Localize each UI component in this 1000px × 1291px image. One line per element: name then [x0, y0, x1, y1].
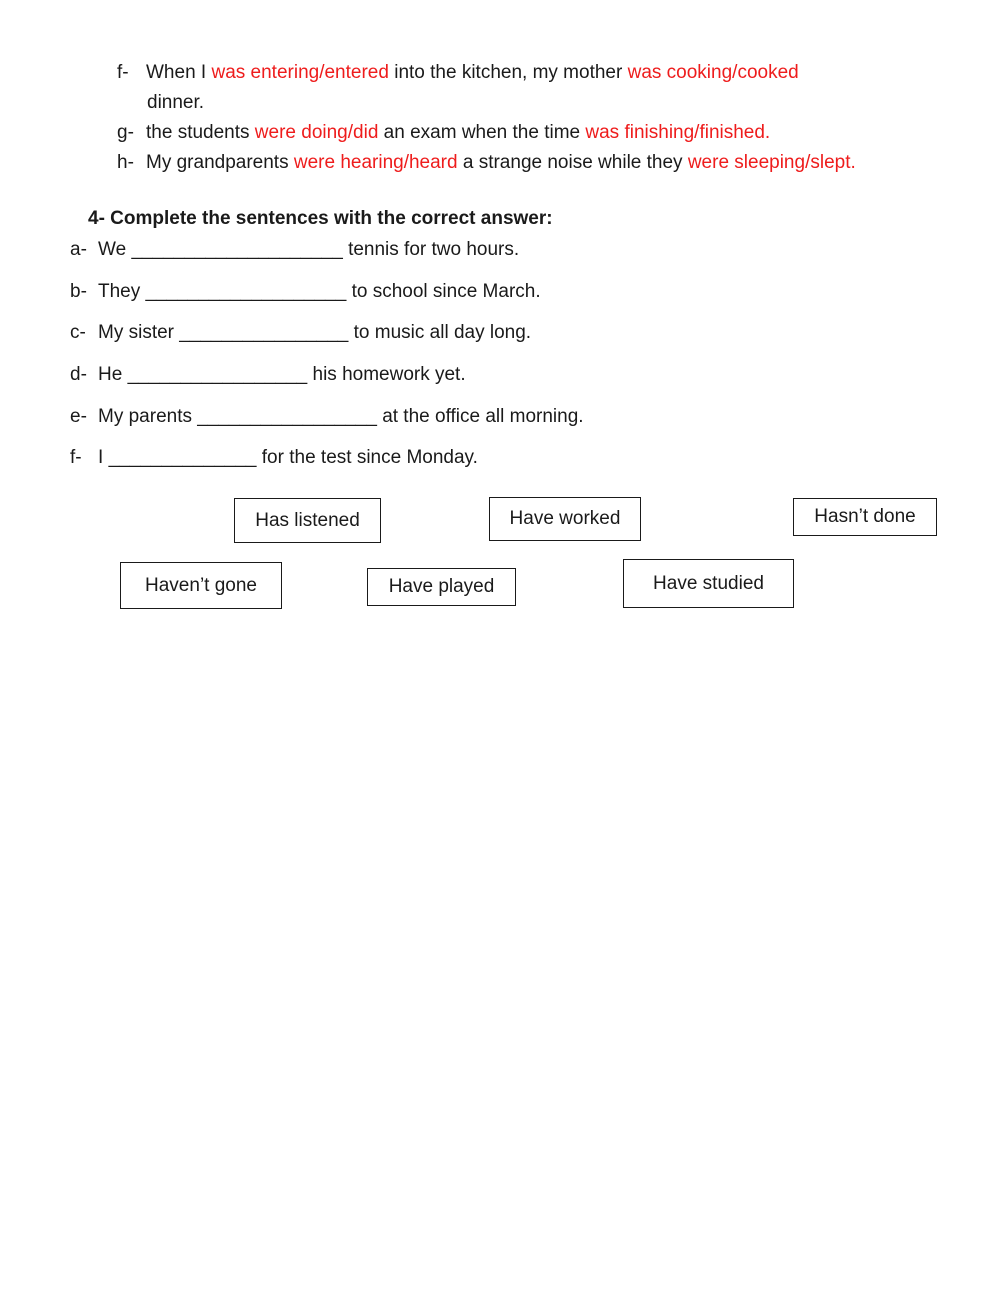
answer-blank[interactable]: ____________________	[131, 239, 343, 260]
prev-item-h	[117, 151, 856, 175]
answer-blank[interactable]: ___________________	[145, 281, 347, 302]
item-marker: c-	[70, 322, 86, 343]
sentence-text: at the office all morning.	[382, 406, 584, 427]
answer-text: were hearing/heard	[293, 152, 458, 173]
sentence-text: I	[98, 447, 104, 468]
item-marker: f-	[70, 447, 82, 468]
prev-item-f	[117, 61, 799, 85]
answer-text: were doing/did	[254, 122, 379, 143]
text: into the kitchen, my mother	[388, 62, 628, 83]
sentence-text: his homework yet.	[312, 364, 466, 385]
word-box-hasnt-done[interactable]: Hasn’t done	[793, 498, 937, 536]
sentence-d	[70, 363, 466, 387]
sentence-f	[70, 446, 478, 470]
item-marker: a-	[70, 239, 87, 260]
answer-text: was finishing/finished.	[585, 122, 771, 143]
sentence-text: My sister	[98, 322, 174, 343]
item-marker: e-	[70, 406, 87, 427]
sentence-text: We	[98, 239, 127, 260]
answer-blank[interactable]: _________________	[127, 364, 308, 385]
item-marker: f-	[117, 62, 129, 83]
sentence-text: to school since March.	[351, 281, 541, 302]
answer-blank[interactable]: ________________	[179, 322, 349, 343]
sentence-text: tennis for two hours.	[348, 239, 520, 260]
answer-blank[interactable]: _________________	[197, 406, 377, 427]
sentence-text: My parents	[98, 406, 192, 427]
answer-blank[interactable]: ______________	[108, 447, 257, 468]
sentence-text: to music all day long.	[353, 322, 532, 343]
text: a strange noise while they	[457, 152, 688, 173]
sentence-a	[70, 238, 519, 262]
item-marker: h-	[117, 152, 134, 173]
word-box-have-worked[interactable]: Have worked	[489, 497, 641, 541]
sentence-c	[70, 321, 531, 345]
item-marker: g-	[117, 122, 134, 143]
word-box-have-studied[interactable]: Have studied	[623, 559, 794, 608]
word-box-havent-gone[interactable]: Haven’t gone	[120, 562, 282, 609]
answer-text: was entering/entered	[211, 62, 389, 83]
answer-text: were sleeping/slept.	[687, 152, 856, 173]
answer-text: was cooking/cooked	[627, 62, 799, 83]
prev-item-g	[117, 121, 770, 145]
exercise-title: 4- Complete the sentences with the correct answer:	[88, 208, 553, 229]
sentence-text: He	[98, 364, 123, 385]
word-box-have-played[interactable]: Have played	[367, 568, 516, 606]
item-marker: b-	[70, 281, 87, 302]
sentence-text: for the test since Monday.	[261, 447, 478, 468]
text: an exam when the time	[378, 122, 586, 143]
sentence-e	[70, 405, 584, 429]
sentence-text: They	[98, 281, 141, 302]
sentence-b	[70, 280, 541, 304]
item-marker: d-	[70, 364, 87, 385]
prev-item-f-continuation: dinner.	[147, 92, 205, 113]
text: My grandparents	[146, 152, 294, 173]
word-box-has-listened[interactable]: Has listened	[234, 498, 381, 543]
text: When I	[146, 62, 212, 83]
text: the students	[146, 122, 255, 143]
